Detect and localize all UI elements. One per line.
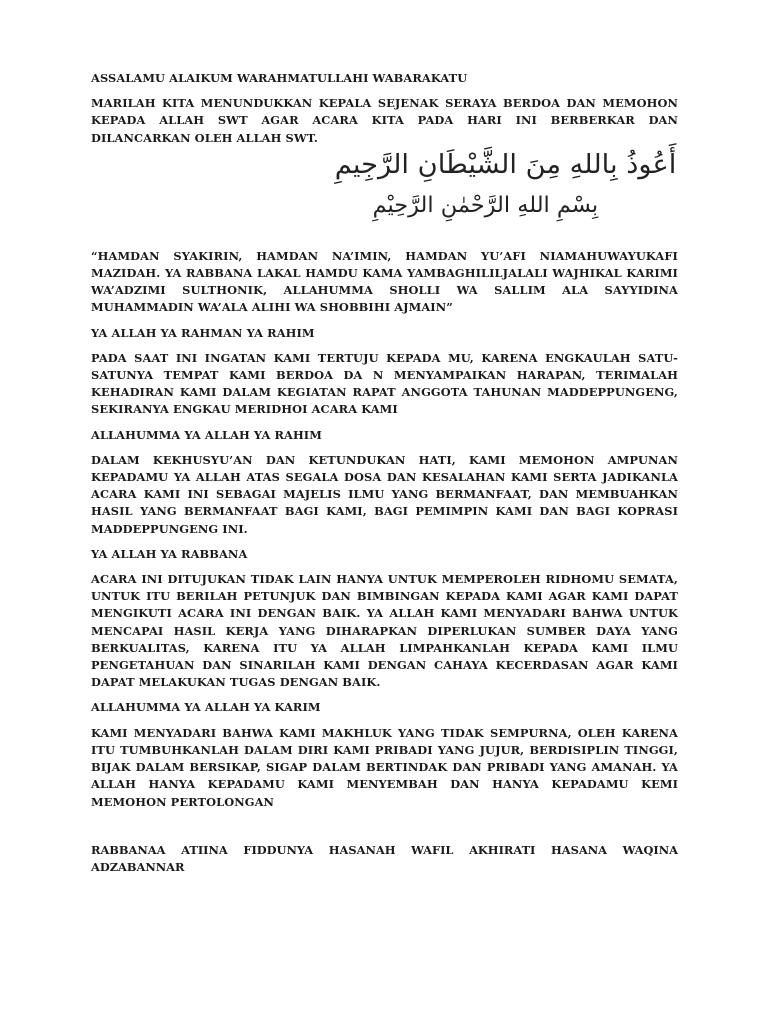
arabic-calligraphy xyxy=(91,149,678,248)
paragraph-spacer xyxy=(91,819,678,842)
prayer-paragraph-1: PADA SAAT INI INGATAN KAMI TERTUJU KEPADA MU, KARENA ENGKAULAH SATU-SATUNYA TEMPAT KAMI BERDOA DA N MENYAMPAIKAN HARAPAN, TERIMALAH KEHADIRAN KAMI DALAM KEGIATAN RAPAT ANGGOTA TAHUNAN MADDEPPUNGENG, SEKIRANYA ENGKAU MERIDHOI ACARA KAMI xyxy=(91,350,678,417)
prayer-paragraph-4: KAMI MENYADARI BAHWA KAMI MAKHLUK YANG TIDAK SEMPURNA, OLEH KARENA ITU TUMBUHKANLAH DALAM DIRI KAMI PRIBADI YANG JUJUR, BERDISIPLIN TINGGI, BIJAK DALAM BERSIKAP, SIGAP DALAM BERTINDAK DAN PRIBADI YANG AMANAH. YA ALLAH HANYA KEPADAMU KAMI MENYEMBAH DAN HANYA KEPADAMU KEMI MEMOHON PERTOLONGAN xyxy=(91,725,678,809)
closing-prayer: RABBANAA ATIINA FIDDUNYA HASANAH WAFIL AKHIRATI HASANA WAQINA ADZABANNAR xyxy=(91,842,678,874)
basmalah-calligraphy: بِسْمِ اللهِ الرَّحْمٰنِ الرَّحِيْمِ xyxy=(372,192,598,218)
hamdan-paragraph: “HAMDAN SYAKIRIN, HAMDAN NA’IMIN, HAMDAN YU’AFI NIAMAHUWAYUKAFI MAZIDAH. YA RABBANA LAKAL HAMDU KAMA YAMBAGHILILJALALI WAJHIKAL KARIMI WA’ADZIMI SULTHONIK, ALLAHUMMA SHOLLI WA SALLIM ALA SAYYIDINA MUHAMMADIN WA’ALA ALIHI WA SHOBBIHI AJMAIN” xyxy=(91,248,678,315)
greeting-line: ASSALAMU ALAIKUM WARAHMATULLAHI WABARAKATU xyxy=(91,71,468,85)
heading-allahumma-ya-rahim: ALLAHUMMA YA ALLAH YA RAHIM xyxy=(91,427,322,442)
taawudz-calligraphy: أَعُوذُ بِاللهِ مِنَ الشَّيْطَانِ الرَّجِيمِ xyxy=(334,149,676,180)
heading-ya-allah-ya-rahman: YA ALLAH YA RAHMAN YA RAHIM xyxy=(91,325,315,340)
heading-ya-allah-ya-rabbana: YA ALLAH YA RABBANA xyxy=(91,546,248,561)
heading-allahumma-ya-karim: ALLAHUMMA YA ALLAH YA KARIM xyxy=(91,700,321,715)
intro-paragraph: MARILAH KITA MENUNDUKKAN KEPALA SEJENAK SERAYA BERDOA DAN MEMOHON KEPADA ALLAH SWT AGAR ACARA KITA PADA HARI INI BERBERKAR DAN DILANCARKAN OLEH ALLAH SWT. xyxy=(91,96,678,145)
prayer-paragraph-2: DALAM KEKHUSYU’AN DAN KETUNDUKAN HATI, KAMI MEMOHON AMPUNAN KEPADAMU YA ALLAH ATAS SEGALA DOSA DAN KESALAHAN KAMI SERTA JADIKANLA ACARA KAMI INI SEBAGAI MAJELIS ILMU YANG BERMANFAAT, DAN MEMBUAHKAN HASIL YANG BERMANFAAT BAGI KAMI, BAGI PEMIMPIN KAMI DAN BAGI KOPRASI MADDEPPUNGENG INI. xyxy=(91,452,678,536)
prayer-paragraph-3: ACARA INI DITUJUKAN TIDAK LAIN HANYA UNTUK MEMPEROLEH RIDHOMU SEMATA, UNTUK ITU BERILAH PETUNJUK DAN BIMBINGAN KEPADA KAMI AGAR KAMI DAPAT MENGIKUTI ACARA INI DENGAN BAIK. YA ALLAH KAMI MENYADARI BAHWA UNTUK MENCAPAI HASIL KERJA YANG DIHARAPKAN DIPERLUKAN SUMBER DAYA YANG BERKUALITAS, KARENA ITU YA ALLAH LIMPAHKANLAH KEPADA KAMI ILMU PENGETAHUAN DAN SINARILAH KAMI DENGAN CAHAYA KECERDASAN AGAR KAMI DAPAT MELAKUKAN TUGAS DENGAN BAIK. xyxy=(91,572,678,690)
